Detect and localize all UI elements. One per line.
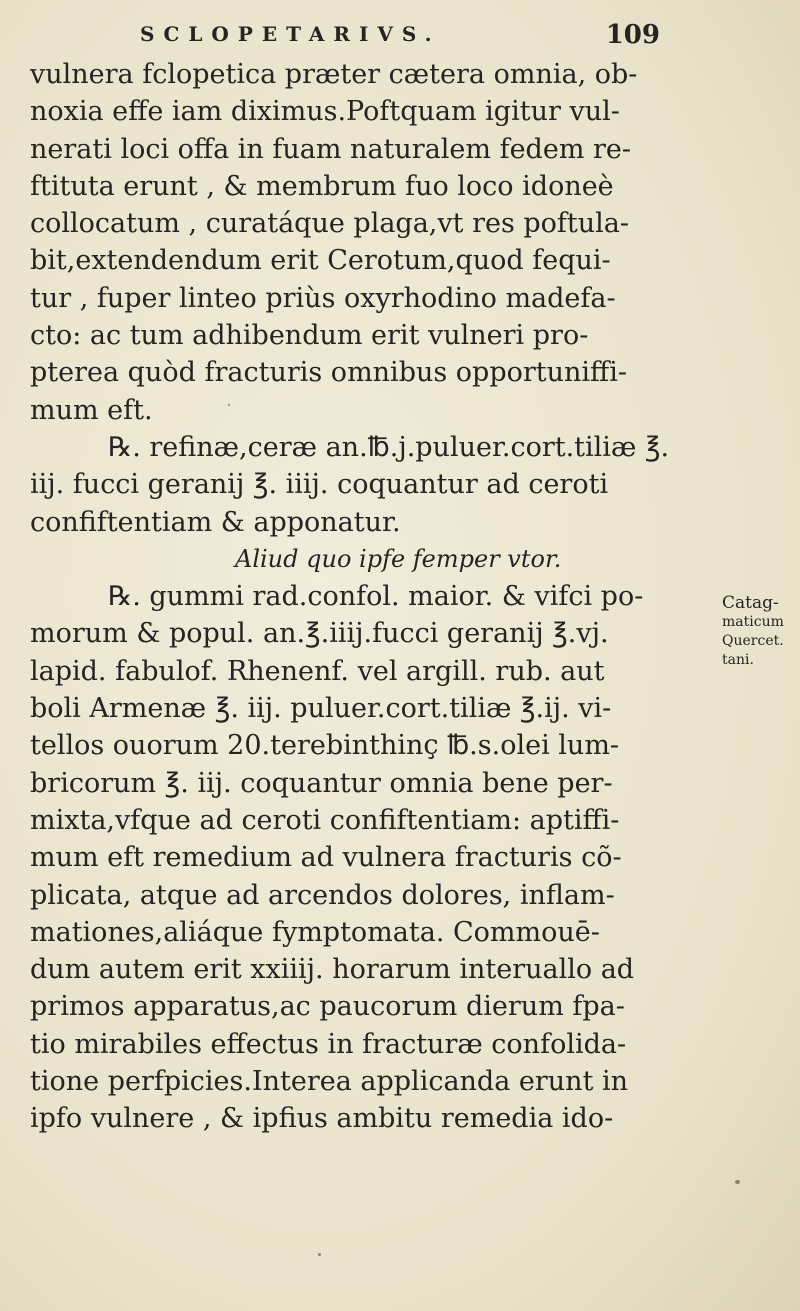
text-line: mationes,aliáque fymptomata. Commouē-	[30, 916, 600, 948]
recipe-line: ℞. gummi rad.confol. maior. & vifci po-	[108, 581, 644, 613]
margin-note-line: Catag-	[722, 593, 779, 613]
text-line: tur , fuper linteo priùs oxyrhodino madefa-	[30, 282, 616, 314]
recipe-line: ℞. refinæ,ceræ an.℔.j.puluer.cort.tiliæ ℥.	[108, 431, 670, 463]
text-line: bricorum ℥. iij. coquantur omnia bene per-	[30, 767, 613, 799]
margin-note-line: tani.	[722, 652, 754, 668]
text-line: boli Armenæ ℥. iij. puluer.cort.tiliæ ℥.ij. vi-	[30, 693, 612, 725]
body-text	[30, 56, 720, 1138]
text-line: plicata, atque ad arcendos dolores, inflam-	[30, 879, 615, 911]
text-line: iij. fucci geranij ℥. iiij. coquantur ad ceroti	[30, 469, 609, 501]
page-number: 109	[605, 20, 660, 50]
paper-speck	[228, 404, 230, 406]
paper-speck	[318, 1253, 321, 1256]
text-line: ftituta erunt , & membrum fuo loco idoneè	[30, 170, 614, 202]
margin-note-line: maticum	[722, 614, 784, 630]
text-line: lapid. fabulof. Rhenenf. vel argill. rub. aut	[30, 655, 605, 687]
text-line: collocatum , curatáque plaga,vt res poftula-	[30, 208, 630, 240]
margin-note-line: Quercet.	[722, 633, 784, 649]
page-header	[140, 22, 660, 56]
text-line: mixta,vfque ad ceroti confiftentiam: aptiffi-	[30, 804, 620, 836]
section-heading: Aliud quo ipfe femper vtor.	[235, 544, 562, 573]
text-line: dum autem erit xxiiij. horarum interuallo ad	[30, 954, 635, 986]
text-line: nerati loci offa in fuam naturalem fedem re-	[30, 133, 632, 165]
text-line: tellos ouorum 20.terebinthinç ℔.s.olei lum-	[30, 730, 620, 762]
text-line: pterea quòd fracturis omnibus opportuniffi-	[30, 357, 627, 389]
margin-note	[722, 594, 800, 670]
text-line: mum eft remedium ad vulnera fracturis cõ-	[30, 842, 622, 874]
running-title: SCLOPETARIVS.	[140, 22, 441, 46]
text-line: vulnera fclopetica præter cætera omnia, ob-	[30, 59, 638, 90]
text-line: ipfo vulnere , & ipfius ambitu remedia ido-	[30, 1103, 614, 1135]
text-line: bit,extendendum erit Cerotum,quod fequi-	[30, 245, 611, 277]
text-line: tione perfpicies.Interea applicanda erunt in	[30, 1066, 629, 1098]
text-line: primos apparatus,ac paucorum dierum fpa-	[30, 991, 625, 1023]
paper-speck	[735, 1180, 740, 1184]
text-line: tio mirabiles effectus in fracturæ confolida-	[30, 1028, 627, 1060]
text-line: mum eft.	[30, 394, 153, 426]
text-line: noxia effe iam diximus.Poftquam igitur vul-	[30, 96, 620, 128]
text-line: confiftentiam & apponatur.	[30, 506, 401, 538]
text-line: morum & popul. an.℥.iiij.fucci geranij ℥.vj.	[30, 618, 609, 650]
text-line: cto: ac tum adhibendum erit vulneri pro-	[30, 320, 589, 352]
